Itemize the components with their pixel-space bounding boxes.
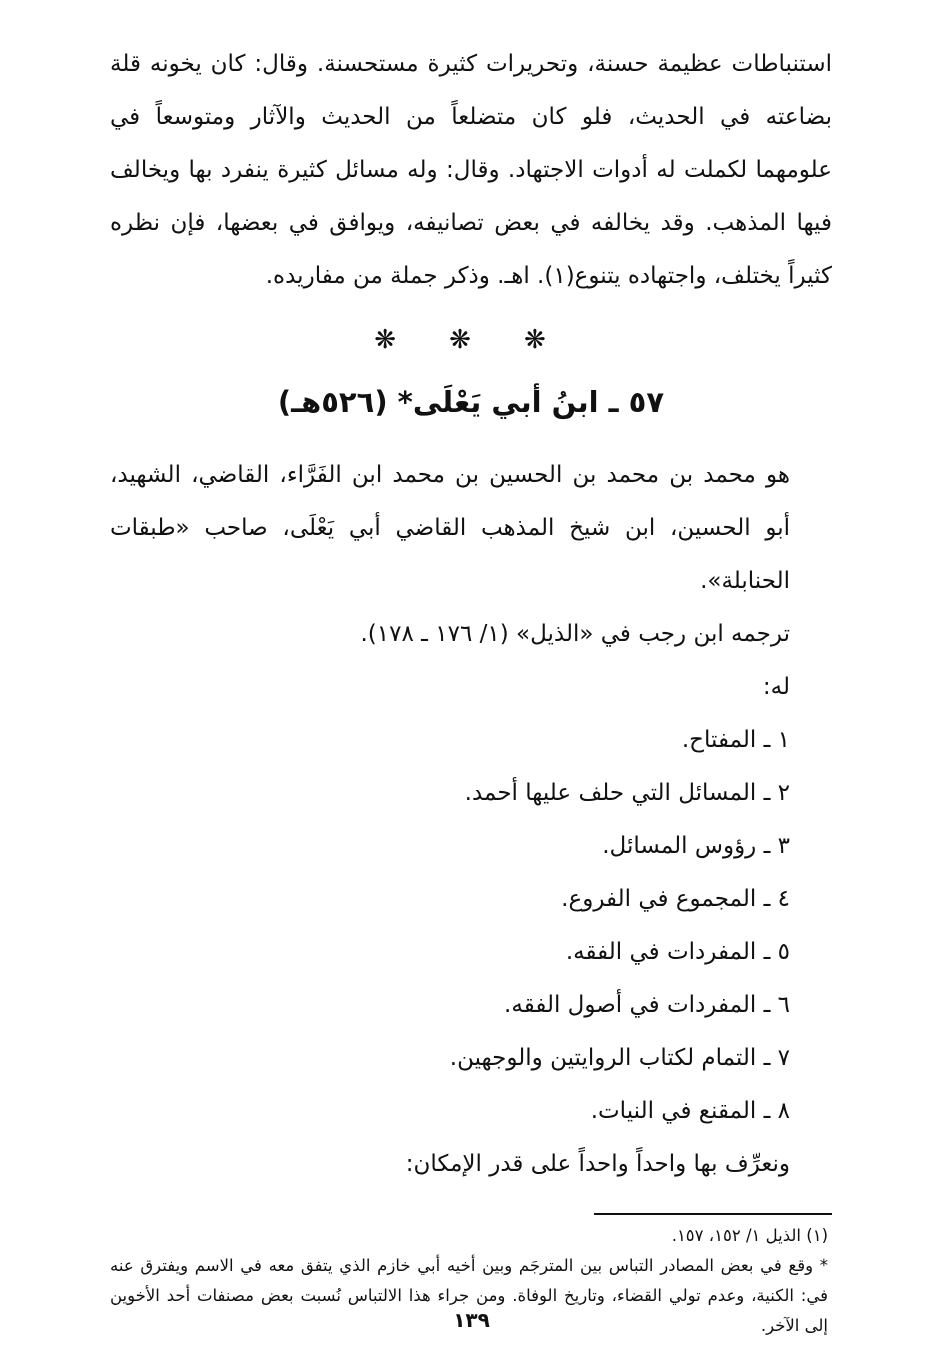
footnote-1: (١) الذيل ١/ ١٥٢، ١٥٧. (671, 1226, 828, 1245)
work-item: ٢ ـ المسائل التي حلف عليها أحمد. (464, 780, 790, 806)
work-item: ٧ ـ التمام لكتاب الروايتين والوجهين. (449, 1045, 790, 1071)
work-item: ٤ ـ المجموع في الفروع. (561, 886, 790, 912)
entry-heading: ٥٧ ـ ابنُ أبي يَعْلَى* (٥٢٦هـ) (277, 385, 665, 419)
work-item: ٦ ـ المفردات في أصول الفقه. (504, 992, 790, 1018)
translation-reference: ترجمه ابن رجب في «الذيل» (١/ ١٧٦ ـ ١٧٨). (360, 621, 790, 647)
works-list (110, 714, 832, 1138)
section-separator: ❋ ❋ ❋ (374, 325, 568, 355)
biography-paragraph: هو محمد بن محمد بن الحسين بن محمد ابن الفَرَّاء، القاضي، الشهيد، أبو الحسين، ابن شيخ المذهب القاضي أبي يَعْلَى، صاحب «طبقات الحنابلة». (110, 462, 790, 594)
footnote-divider (594, 1213, 832, 1215)
intro-paragraph: استنباطات عظيمة حسنة، وتحريرات كثيرة مستحسنة. وقال: كان يخونه قلة بضاعته في الحديث، فلو كان متضلعاً من الحديث والآثار ومتوسعاً في علومهما لكملت له أدوات الاجتهاد. وقال: وله مسائل كثيرة ينفرد بها ويخالف فيها المذهب. وقد يخالفه في بعض تصانيفه، ويوافق في بعضها، فإن نظره كثيراً يختلف، واجتهاده يتنوع(١). اهـ. وذكر جملة من مفاريده. (110, 51, 832, 289)
work-item: ٥ ـ المفردات في الفقه. (565, 939, 790, 965)
work-item: ٨ ـ المقنع في النيات. (590, 1098, 790, 1124)
works-label: له: (762, 674, 790, 700)
closing-line: ونعرِّف بها واحداً واحداً على قدر الإمكان: (405, 1151, 790, 1177)
work-item: ١ ـ المفتاح. (681, 727, 790, 753)
footnote-star: * وقع في بعض المصادر التباس بين المترجَم وبين أخيه أبي خازم الذي يتفق معه في الاسم ويفترق عنه في: الكنية، وعدم تولي القضاء، وتاريخ الوفاة. ومن جراء هذا الالتباس نُسبت بعض مصنفات أحد الأخوين إلى الآخر. (110, 1256, 828, 1335)
page-number: ١٣٩ (453, 1308, 490, 1332)
work-item: ٣ ـ رؤوس المسائل. (602, 833, 790, 859)
book-page (110, 38, 832, 1335)
